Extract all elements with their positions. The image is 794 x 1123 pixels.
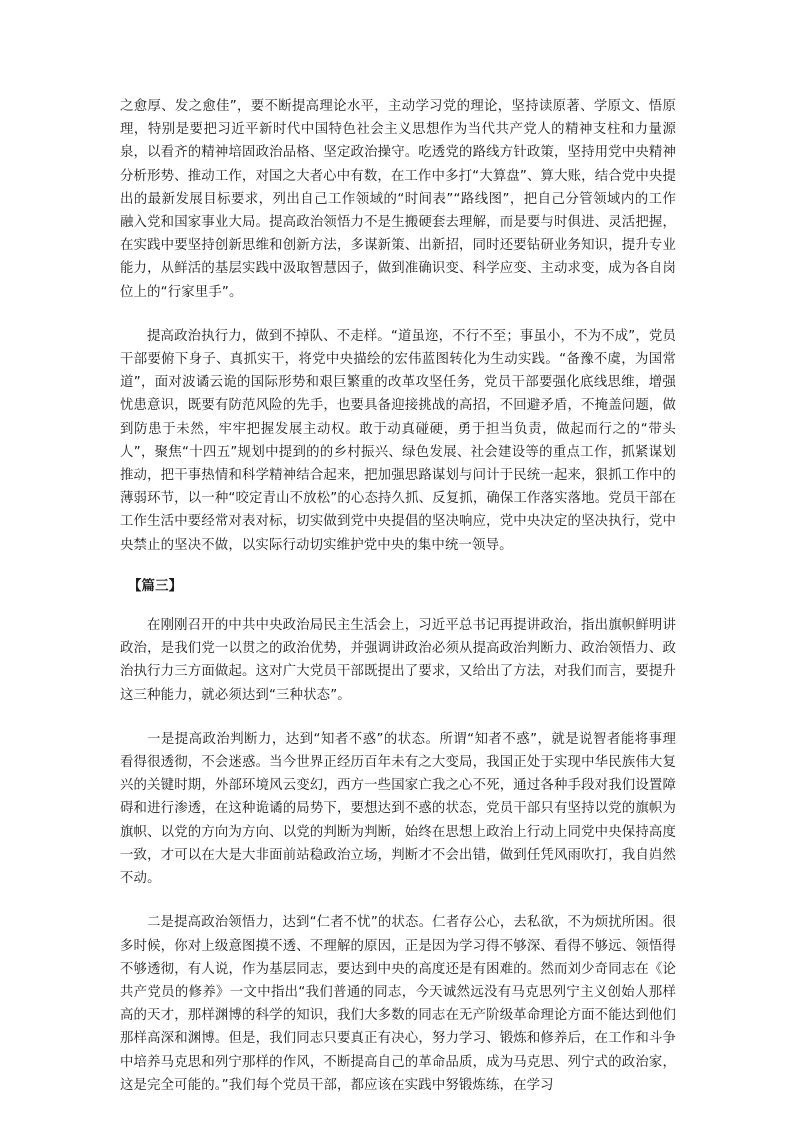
paragraph-political-understanding: 之愈厚、发之愈佳”，要不断提高理论水平，主动学习党的理论，坚持读原著、学原文、悟原理，特别是要把习近平新时代中国特色社会主义思想作为当代共产党人的精神支柱和力量源泉，以看齐的精神培固政治品格、坚定政治操守。吃透党的路线方针政策，坚持用党中央精神分析形势、推动工作，对国之大者心中有数，在工作中多打“大算盘”、算大账，结合党中央提出的最新发展目标要求，列出自己工作领域的“时间表”“路线图”，把自己分管领域内的工作融入党和国家事业大局。提高政治领悟力不是生搬硬套去理解，而是要与时俱进、灵活把握，在实践中要坚持创新思维和创新方法，多谋新策、出新招，同时还要钻研业务知识，提升专业能力，从鲜活的基层实践中汲取智慧因子，做到准确识变、科学应变、主动求变，成为各自岗位上的“行家里手”。 (120, 99, 676, 300)
paragraph-political-judgment: 一是提高政治判断力，达到“知者不惑”的状态。所谓“知者不惑”，就是说智者能将事理看得很透彻，不会迷惑。当今世界正经历百年未有之大变局，我国正处于实现中华民族伟大复兴的关键时期，外部环境风云变幻，西方一些国家亡我之心不死，通过各种手段对我们设置障碍和进行渗透，在这种诡谲的局势下，要想达到不惑的状态，党员干部只有坚持以党的旗帜为旗帜、以党的方向为方向、以党的判断为判断，始终在思想上政治上行动上同党中央保持高度一致，才可以在大是大非面前站稳政治立场，判断才不会出错，做到任凭风雨吹打，我自岿然不动。 (120, 731, 676, 887)
paragraph-political-comprehension: 二是提高政治领悟力，达到“仁者不忧”的状态。仁者存公心，去私欲，不为烦扰所困。很多时候，你对上级意图摸不透、不理解的原因，正是因为学习得不够深、看得不够远、领悟得不够透彻，有人说，作为基层同志，要达到中央的高度还是有困难的。然而刘少奇同志在《论共产党员的修养》一文中指出“我们普通的同志，今天诚然远没有马克思列宁主义创始人那样高的天才，那样渊博的科学的知识，我们大多数的同志在无产阶级革命理论方面不能达到他们那样高深和渊博。但是，我们同志只要真正有决心，努力学习、锻炼和修养后，在工作和斗争中培养马克思和列宁那样的作风，不断提高自己的革命品质，成为马克思、列宁式的政治家，这是完全可能的。”我们每个党员干部，都应该在实践中努锻炼练，在学习 (120, 915, 676, 1093)
section-heading-part-three: 【篇三】 (128, 578, 183, 594)
paragraph-political-execution: 提高政治执行力，做到不掉队、不走样。“道虽迩，不行不至；事虽小，不为不成”，党员干部要俯下身子、真抓实干，将党中央描绘的宏伟蓝图转化为生动实践。“备豫不虞，为国常道”，面对波谲云诡的国际形势和艰巨繁重的改革攻坚任务，党员干部要强化底线思维，增强忧患意识，既要有防范风险的先手，也要具备迎接挑战的高招，不回避矛盾，不掩盖问题，做到防患于未然，牢牢把握发展主动权。敢于动真碰硬，勇于担当负责，做起而行之的“带头人”，聚焦“十四五”规划中提到的的乡村振兴、绿色发展、社会建设等的重点工作，抓紧谋划推动，把干事热情和科学精神结合起来，把加强思路谋划与问计于民统一起来，狠抓工作中的薄弱环节，以一种“咬定青山不放松”的心态持久抓、反复抓，确保工作落实落地。党员干部在工作生活中要经常对表对标，切实做到党中央提倡的坚决响应，党中央决定的坚决执行，党中央禁止的坚决不做，以实际行动切实维护党中央的集中统一领导。 (120, 328, 676, 553)
document-page (120, 95, 676, 1097)
paragraph-intro-three-states: 在刚刚召开的中共中央政治局民主生活会上，习近平总书记再提讲政治，指出旗帜鲜明讲政治，是我们党一以贯之的政治优势，并强调讲政治必须从提高政治判断力、政治领悟力、政治执行力三方面做起。这对广大党员干部既提出了要求，又给出了方法，对我们而言，要提升这三种能力，就必须达到“三种状态”。 (120, 618, 676, 703)
